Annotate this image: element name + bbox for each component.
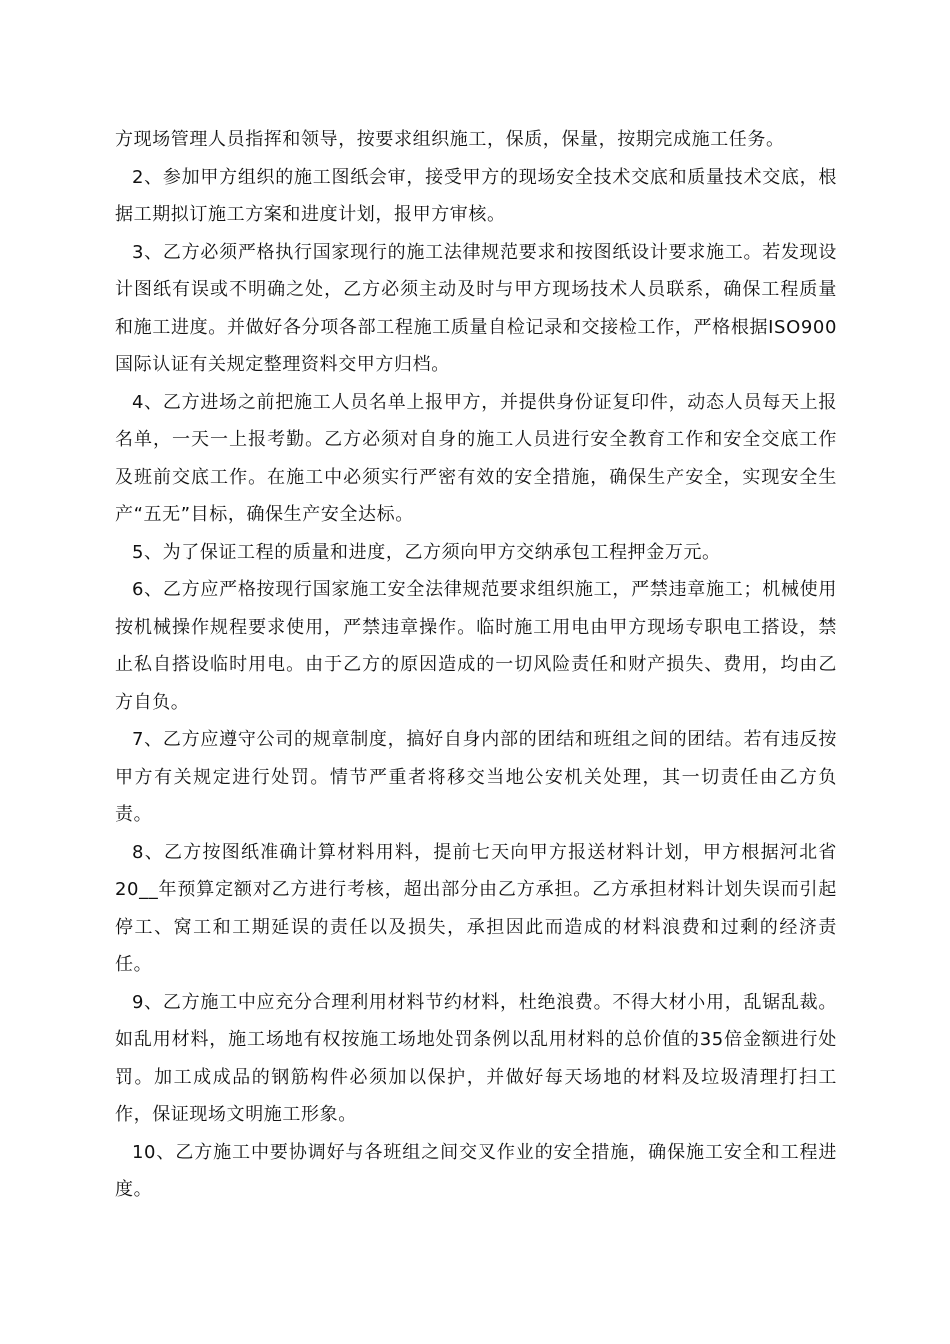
clause-9: 9、乙方施工中应充分合理利用材料节约材料，杜绝浪费。不得大材小用，乱锯乱裁。如乱用材料，施工场地有权按施工场地处罚条例以乱用材料的总价值的35倍金额进行处罚。加工成成品的钢筋构件必须加以保护，并做好每天场地的材料及垃圾清理打扫工作，保证现场文明施工形象。 [115, 991, 837, 1125]
clause-6: 6、乙方应严格按现行国家施工安全法律规范要求组织施工，严禁违章施工；机械使用按机械操作规程要求使用，严禁违章操作。临时施工用电由甲方现场专职电工搭设，禁止私自搭设临时用电。由于乙方的原因造成的一切风险责任和财产损失、费用，均由乙方自负。 [115, 579, 837, 713]
clause-8: 8、乙方按图纸准确计算材料用料，提前七天向甲方报送材料计划，甲方根据河北省20__年预算定额对乙方进行考核，超出部分由乙方承担。乙方承担材料计划失误而引起停工、窝工和工期延误的责任以及损失，承担因此而造成的材料浪费和过剩的经济责任。 [115, 841, 837, 975]
clause-3: 3、乙方必须严格执行国家现行的施工法律规范要求和按图纸设计要求施工。若发现设计图纸有误或不明确之处，乙方必须主动及时与甲方现场技术人员联系，确保工程质量和施工进度。并做好各分项各部工程施工质量自检记录和交接检工作，严格根据ISO900 国际认证有关规定整理资料交甲方归档。 [115, 241, 837, 375]
clause-4: 4、乙方进场之前把施工人员名单上报甲方，并提供身份证复印件，动态人员每天上报名单，一天一上报考勤。乙方必须对自身的施工人员进行安全教育工作和安全交底工作及班前交底工作。在施工中必须实行严密有效的安全措施，确保生产安全，实现安全生产“五无”目标，确保生产安全达标。 [115, 391, 837, 525]
paragraph-continuation: 方现场管理人员指挥和领导，按要求组织施工，保质，保量，按期完成施工任务。 [115, 129, 785, 150]
clause-10: 10、乙方施工中要协调好与各班组之间交叉作业的安全措施，确保施工安全和工程进度。 [115, 1141, 837, 1200]
clause-2: 2、参加甲方组织的施工图纸会审，接受甲方的现场安全技术交底和质量技术交底，根据工期拟订施工方案和进度计划，报甲方审核。 [115, 166, 837, 225]
clause-7: 7、乙方应遵守公司的规章制度，搞好自身内部的团结和班组之间的团结。若有违反按甲方有关规定进行处罚。情节严重者将移交当地公安机关处理，其一切责任由乙方负责。 [115, 729, 837, 825]
clause-5: 5、为了保证工程的质量和进度，乙方须向甲方交纳承包工程押金万元。 [132, 541, 721, 563]
contract-body [115, 121, 837, 1209]
